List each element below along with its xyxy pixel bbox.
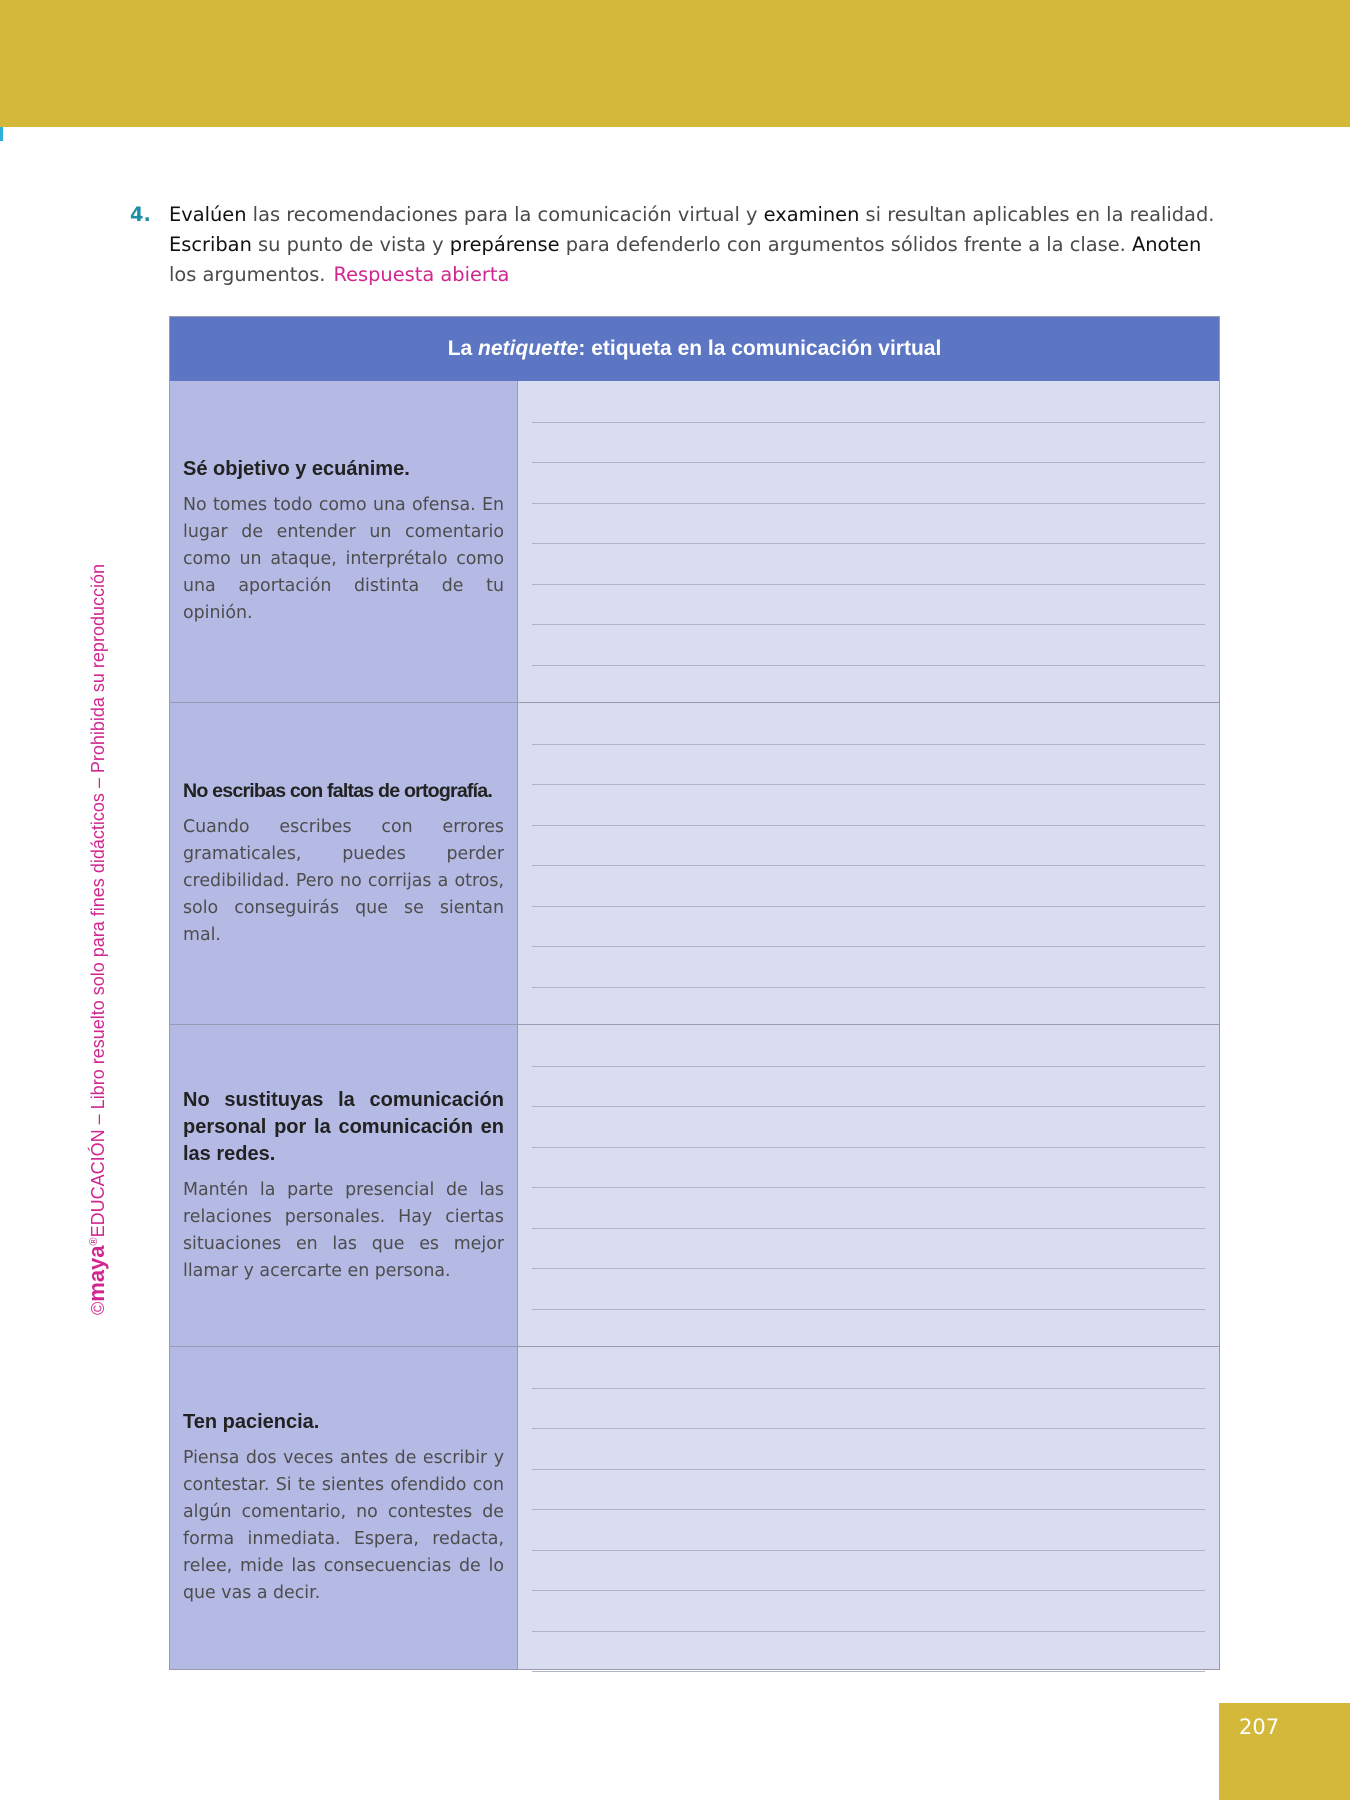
instruction-text: si resultan aplicables en la realidad. [859, 203, 1215, 226]
writing-line [532, 1268, 1205, 1269]
answer-lines[interactable] [518, 1025, 1219, 1346]
writing-line [532, 825, 1205, 826]
writing-line [532, 1428, 1205, 1429]
writing-line [532, 906, 1205, 907]
writing-line [532, 1106, 1205, 1107]
writing-line [532, 784, 1205, 785]
answer-lines[interactable] [518, 1347, 1219, 1669]
writing-line [532, 503, 1205, 504]
answer-lines[interactable] [518, 703, 1219, 1024]
writing-line [532, 1469, 1205, 1470]
answer-label: Respuesta abierta [333, 263, 510, 286]
page-number: 207 [1239, 1715, 1280, 1739]
tip-text: No tomes todo como una ofensa. En lugar de entender un comentario como un ataque, interprétalo como una aportación distinta de tu opinión. [183, 495, 504, 623]
writing-line [532, 624, 1205, 625]
writing-line [532, 1590, 1205, 1591]
brand-logo: maya [84, 1245, 109, 1302]
instruction-body [169, 200, 1225, 290]
table-row [170, 703, 1219, 1025]
tip-cell [170, 1025, 518, 1346]
registered-mark: ® [88, 1237, 100, 1246]
writing-line [532, 462, 1205, 463]
table-title [170, 317, 1219, 381]
instruction-verb: Escriban [169, 233, 252, 256]
table-title-emphasis: netiquette [478, 337, 579, 360]
tip-text: Cuando escribes con errores gramaticales, puedes perder credibilidad. Pero no corrijas a otros, solo conseguirás que se sientan mal. [183, 817, 504, 945]
tip-text: Piensa dos veces antes de escribir y contestar. Si te sientes ofendido con algún comentario, no contestes de forma inmediata. Espera, redacta, relee, mide las consecuencias de lo que vas a decir. [183, 1448, 504, 1603]
table-row [170, 1025, 1219, 1347]
instruction-text: para defenderlo con argumentos sólidos frente a la clase. [559, 233, 1132, 256]
writing-line [532, 1388, 1205, 1389]
instruction-verb: examinen [763, 203, 860, 226]
instruction-text: su punto de vista y [251, 233, 450, 256]
instruction-verb: Evalúen [169, 203, 247, 226]
notice-text: EDUCACIÓN – Libro resuelto solo para fines didácticos – Prohibida su reproducción [88, 564, 108, 1238]
tip-title: Sé objetivo y ecuánime. [183, 458, 410, 480]
tip-title: No sustituyas la comunicación personal por la comunicación en las redes. [183, 1088, 504, 1165]
instruction-verb: prepárense [449, 233, 560, 256]
netiquette-table [169, 316, 1220, 1670]
writing-line [532, 987, 1205, 988]
writing-line [532, 1309, 1205, 1310]
tip-cell [170, 381, 518, 702]
instruction-text: las recomendaciones para la comunicación virtual y [246, 203, 764, 226]
writing-line [532, 946, 1205, 947]
writing-line [532, 1509, 1205, 1510]
writing-line [532, 584, 1205, 585]
writing-line [532, 1550, 1205, 1551]
writing-line [532, 1066, 1205, 1067]
answer-lines[interactable] [518, 381, 1219, 702]
top-color-band [0, 0, 1350, 127]
writing-line [532, 1671, 1205, 1672]
writing-line [532, 1147, 1205, 1148]
writing-line [532, 1228, 1205, 1229]
writing-line [532, 744, 1205, 745]
instruction-verb: Anoten [1132, 233, 1202, 256]
table-row [170, 381, 1219, 703]
table-title-prefix: La [447, 337, 473, 360]
copyright-symbol: © [88, 1301, 108, 1315]
tip-title: Ten paciencia. [183, 1411, 320, 1433]
top-accent-tick [0, 127, 3, 141]
writing-line [532, 665, 1205, 666]
page-number-box [1219, 1703, 1350, 1800]
table-title-suffix: : etiqueta en la comunicación virtual [578, 337, 942, 360]
tip-cell [170, 1347, 518, 1669]
writing-line [532, 1631, 1205, 1632]
exercise-instruction [130, 200, 1225, 290]
tip-text: Mantén la parte presencial de las relaciones personales. Hay ciertas situaciones en las que es mejor llamar y acercarte en persona. [183, 1179, 504, 1281]
copyright-notice [84, 564, 110, 1315]
writing-line [532, 865, 1205, 866]
instruction-text: los argumentos. [169, 263, 326, 286]
writing-line [532, 422, 1205, 423]
tip-cell [170, 703, 518, 1024]
writing-line [532, 543, 1205, 544]
writing-line [532, 1187, 1205, 1188]
exercise-number: 4. [130, 203, 151, 226]
table-row [170, 1347, 1219, 1669]
tip-title: No escribas con faltas de ortografía. [183, 780, 493, 802]
